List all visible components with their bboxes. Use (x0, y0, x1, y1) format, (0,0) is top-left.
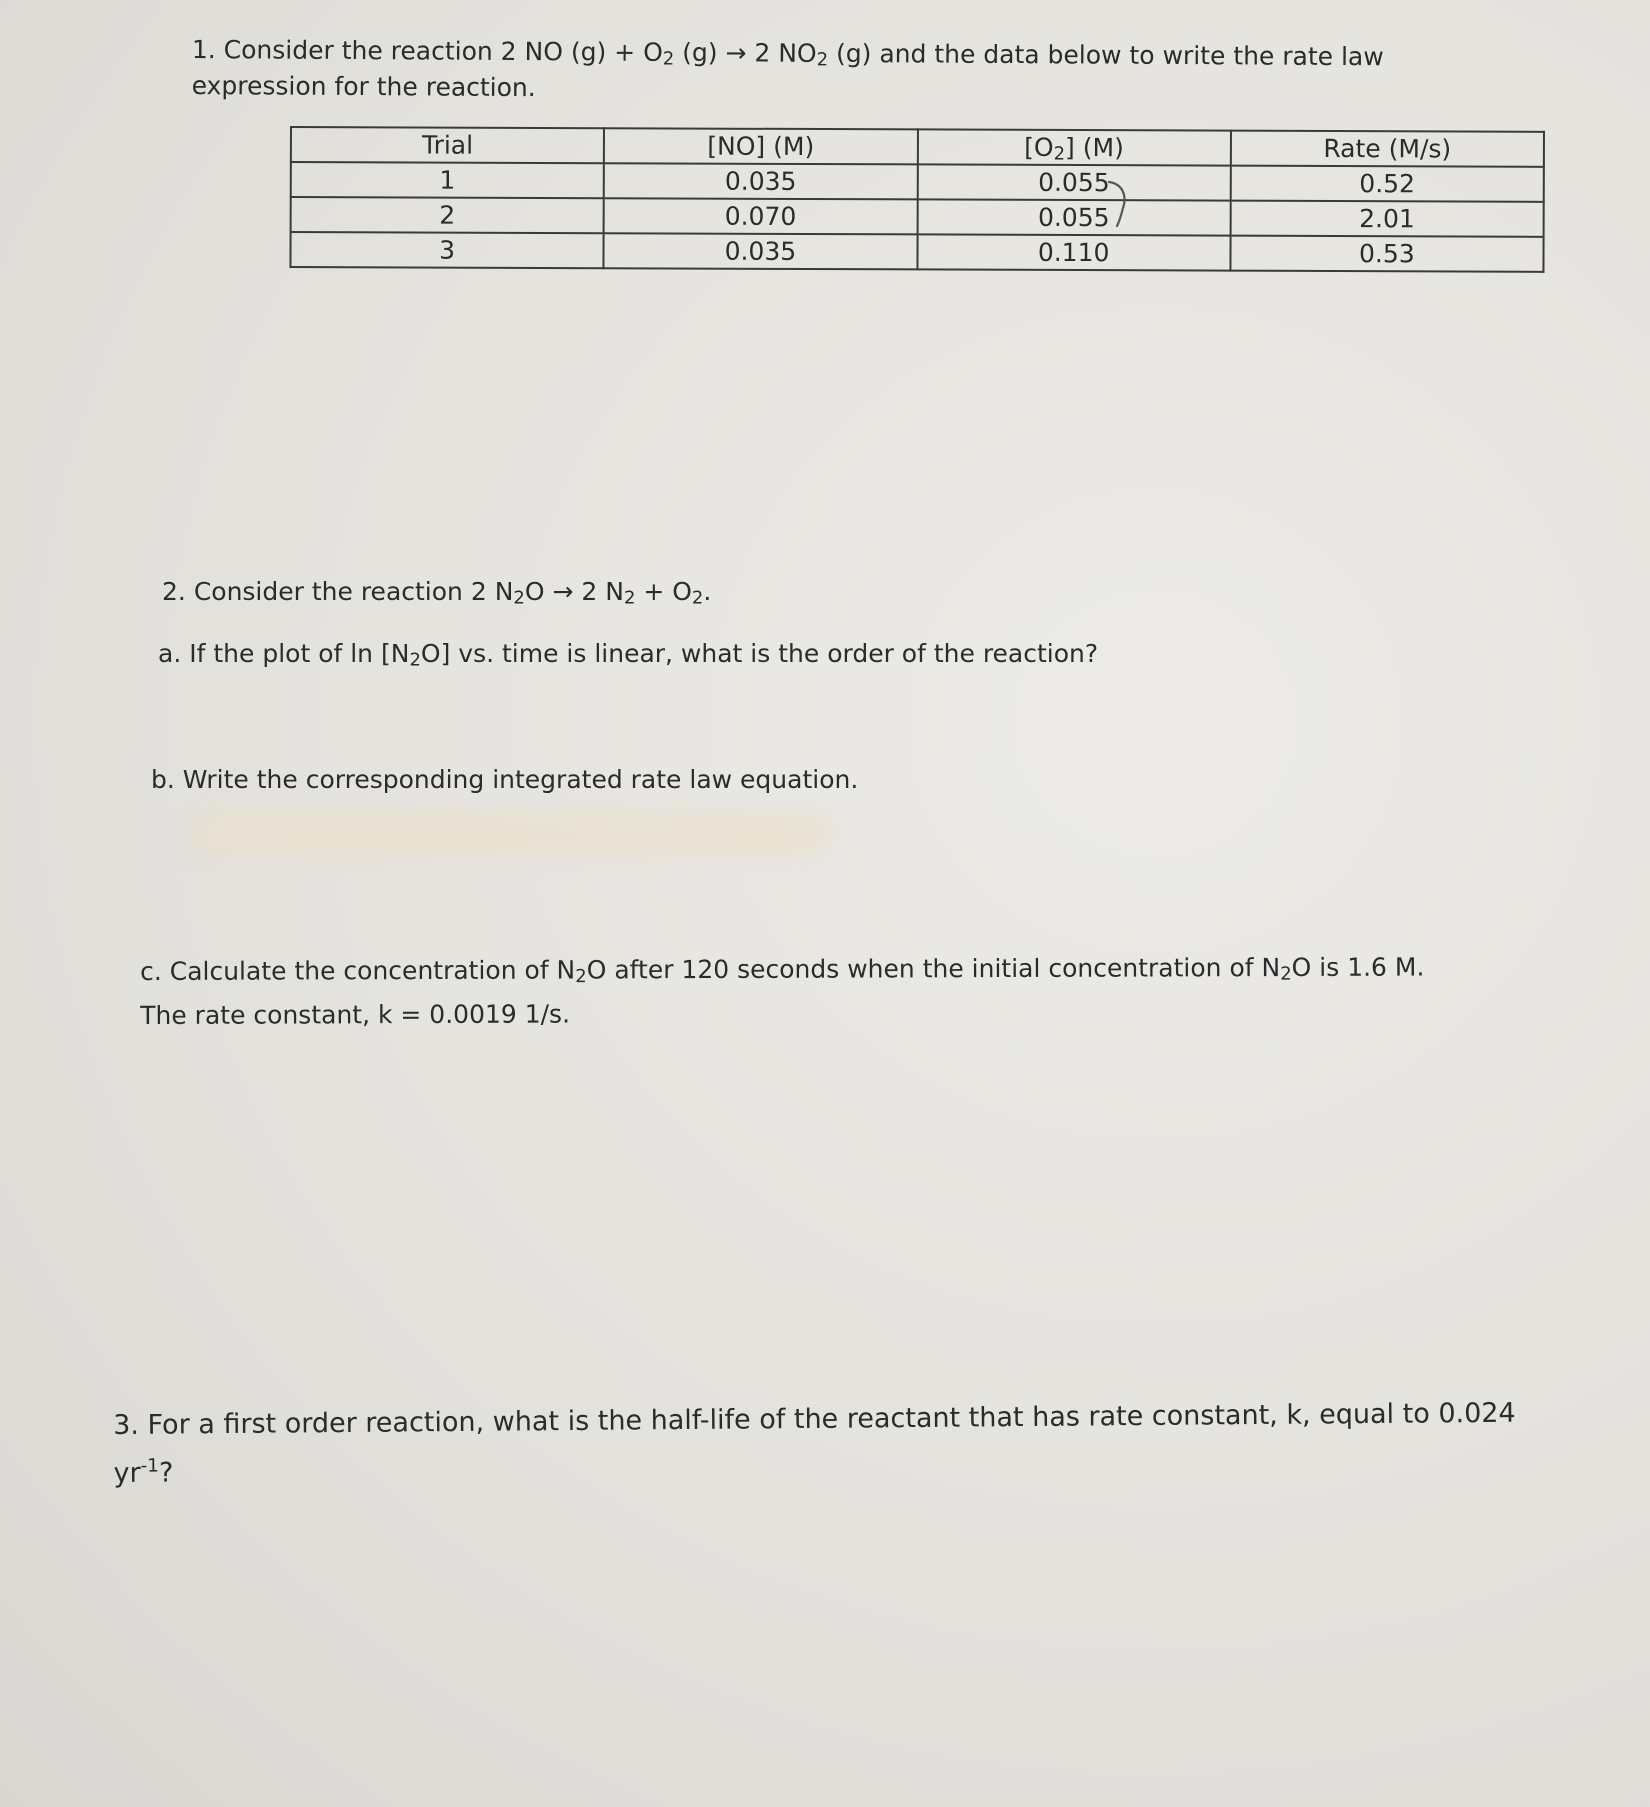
cell-trial: 3 (290, 232, 603, 268)
q3-unit-superscript: -1 (140, 1455, 160, 1477)
cell-no: 0.035 (604, 233, 917, 269)
rate-data-table (289, 126, 1545, 273)
handwritten-bracket-mark (1107, 178, 1137, 230)
cell-trial: 1 (291, 162, 604, 198)
q2c-label: c. (140, 956, 162, 986)
q2c-text-b: O after 120 seconds when the initial concentration of N (586, 953, 1281, 985)
q1-text-b: (g) → 2 NO (674, 37, 817, 68)
question-2c (140, 950, 1425, 1034)
cell-o2: 0.055 (917, 199, 1230, 235)
header-o2-pre: [O (1024, 132, 1054, 162)
q2c-sub-2: 2 (1280, 963, 1292, 985)
q1-number: 1. (191, 34, 216, 65)
cell-no: 0.070 (604, 198, 917, 234)
cell-o2: 0.055 (917, 164, 1230, 200)
cell-no: 0.035 (604, 163, 917, 199)
table-row (291, 162, 1544, 202)
q2c-text-a: Calculate the concentration of N (169, 955, 576, 986)
q2b-label: b. (151, 765, 175, 794)
q1-o2-subscript: 2 (662, 48, 675, 70)
header-o2-post: ] (M) (1065, 132, 1124, 163)
q2a-label: a. (158, 639, 182, 668)
q1-no2-subscript: 2 (816, 49, 829, 71)
cell-trial: 2 (291, 197, 604, 233)
header-o2-subscript: 2 (1053, 143, 1066, 165)
q1-text-c: (g) and the data below to write the rate law (828, 38, 1384, 72)
table-row (290, 232, 1543, 272)
q3-text-line1: For a first order reaction, what is the half-life of the reactant that has rate constant, k, equal to 0.024 (147, 1397, 1516, 1441)
question-2b (151, 762, 858, 798)
q2-text-a: Consider the reaction 2 N (193, 577, 514, 606)
q2b-text: Write the corresponding integrated rate law equation. (182, 765, 859, 794)
question-3 (113, 1394, 1516, 1494)
cell-o2: 0.110 (917, 234, 1230, 270)
q2a-text-a: If the plot of ln [N (189, 639, 410, 668)
q2c-text-line2: The rate constant, k = 0.0019 1/s. (140, 999, 571, 1030)
question-2a (158, 636, 1098, 672)
cell-rate: 0.53 (1230, 236, 1543, 272)
q2a-sub: 2 (409, 649, 421, 671)
question-2 (162, 574, 711, 610)
header-o2-concentration (917, 129, 1230, 165)
q2-number: 2. (162, 577, 186, 606)
q1-text-line2: expression for the reaction. (191, 70, 536, 103)
q2-text-d: . (703, 577, 712, 606)
q2-text-c: + O (635, 577, 692, 606)
q2c-sub-1: 2 (575, 966, 587, 988)
q2-sub-3: 2 (691, 587, 704, 609)
header-rate: Rate (M/s) (1231, 131, 1544, 167)
q1-text-a: Consider the reaction 2 NO (g) + O (223, 35, 663, 67)
table-row (291, 197, 1544, 237)
q3-unit: yr (113, 1457, 141, 1489)
q2c-text-c: O is 1.6 M. (1291, 952, 1425, 982)
header-trial: Trial (291, 127, 604, 163)
paper-stain (190, 812, 830, 854)
q3-number: 3. (113, 1409, 140, 1441)
q3-end: ? (158, 1457, 174, 1489)
q2-sub-2: 2 (623, 587, 636, 609)
table-header-row (291, 127, 1544, 167)
question-1 (192, 32, 1384, 111)
q2-text-b: O → 2 N (524, 577, 624, 606)
cell-rate: 2.01 (1230, 201, 1543, 237)
q2a-text-b: O] vs. time is linear, what is the order of the reaction? (420, 639, 1099, 668)
q2-sub-1: 2 (513, 587, 525, 609)
q3-line2 (113, 1442, 1516, 1494)
header-no-concentration: [NO] (M) (604, 128, 917, 164)
cell-rate: 0.52 (1230, 166, 1543, 202)
